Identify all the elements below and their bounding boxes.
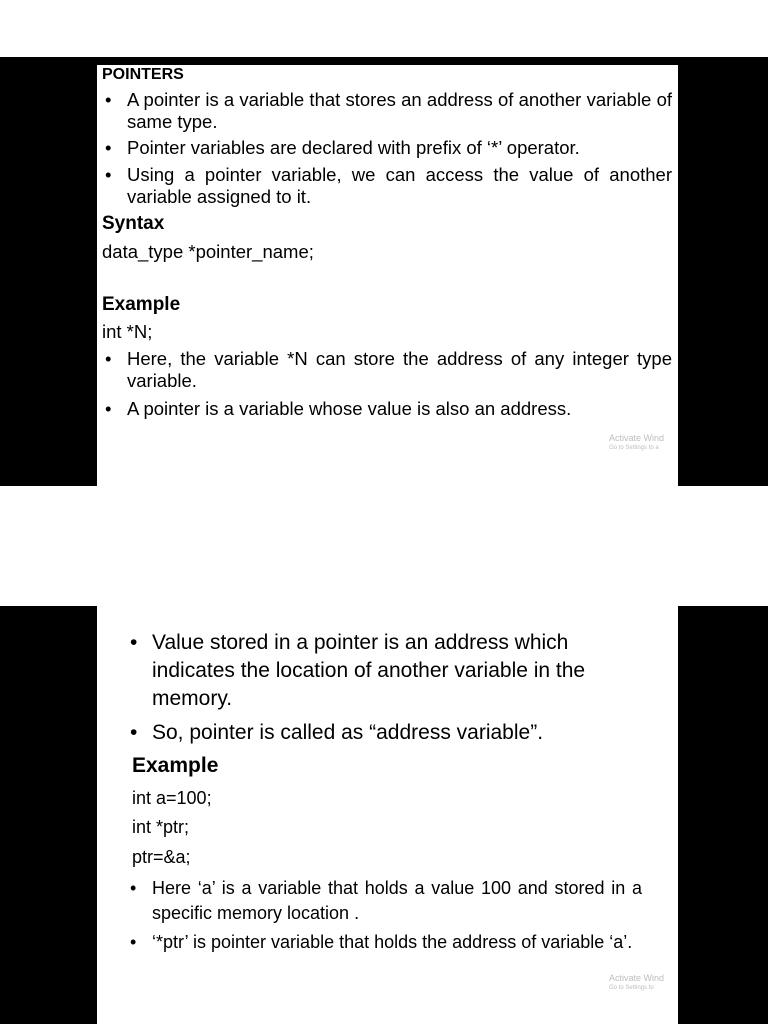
list-item: • Pointer variables are declared with prefix of ‘*’ operator. [99,137,672,159]
bullet-icon: • [105,398,112,419]
slide-title: POINTERS [102,66,184,83]
list-item: • Here ‘a’ is a variable that holds a value 100 and stored in a specific memory location . [130,876,642,926]
bullet-icon: • [105,137,112,158]
bullet-icon: • [105,89,112,110]
code-line: ptr=&a; [132,847,191,867]
list-item: • Using a pointer variable, we can access the value of another variable assigned to it. [99,164,672,208]
list-item: • Here, the variable *N can store the address of any integer type variable. [99,348,672,392]
example-code: int *N; [102,321,153,342]
example-heading: Example [102,294,181,315]
list-item: • Value stored in a pointer is an address which indicates the location of another variable in the memory. [130,629,630,713]
activate-windows-watermark: Activate Wind Go to Settings to a [609,433,665,451]
bullet-icon: • [105,348,112,369]
slide-pointers-intro [97,65,678,486]
syntax-line: data_type *pointer_name; [102,241,314,262]
list-item: • A pointer is a variable whose value is also an address. [99,398,672,420]
bullet-icon: • [130,721,138,744]
code-line: int a=100; [132,788,212,808]
bullet-icon: • [130,878,137,898]
syntax-heading: Syntax [102,213,165,234]
bullet-icon: • [130,932,137,952]
slide-pointer-address [97,606,678,1024]
list-item: • So, pointer is called as “address variable”. [130,719,650,747]
list-item: • ‘*ptr’ is pointer variable that holds the address of variable ‘a’. [130,930,642,955]
example-heading: Example [132,754,219,777]
activate-windows-watermark: Activate Wind Go to Settings to [609,973,665,991]
bullet-icon: • [130,631,138,654]
code-line: int *ptr; [132,817,190,837]
list-item: • A pointer is a variable that stores an address of another variable of same type. [99,89,672,133]
bullet-icon: • [105,164,112,185]
